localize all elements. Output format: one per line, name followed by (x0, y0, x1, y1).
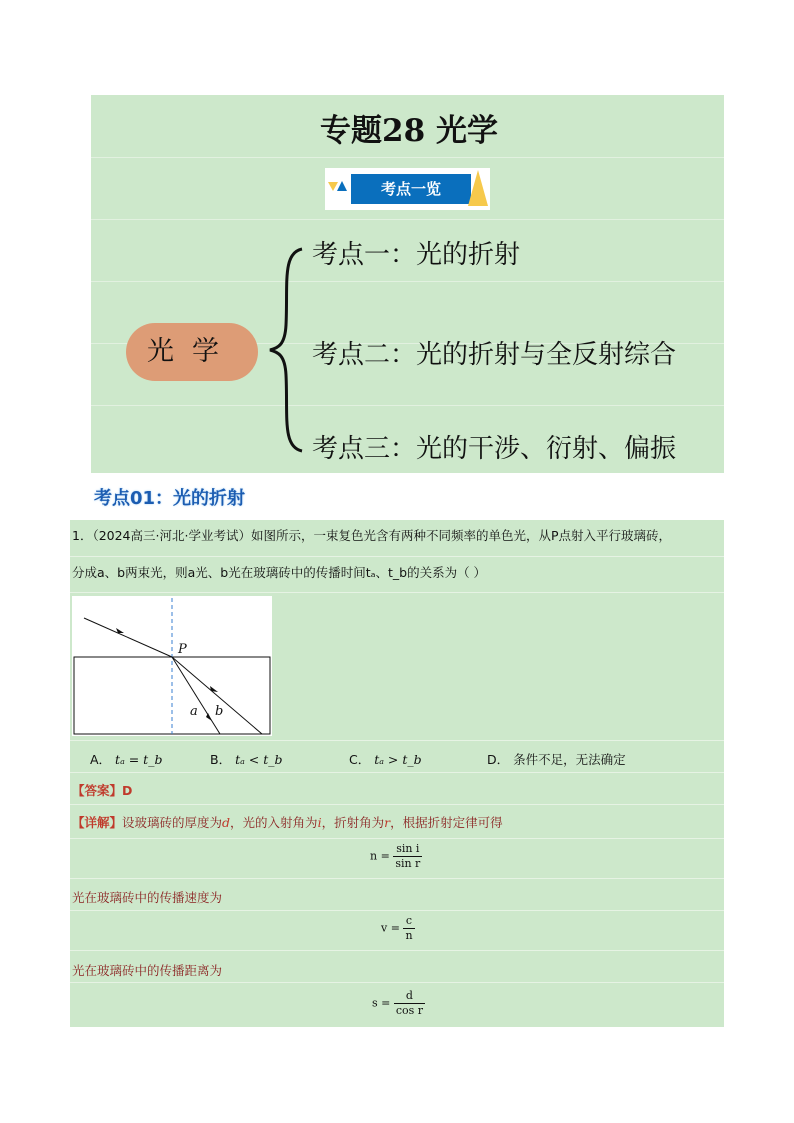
var-i: i (317, 815, 322, 830)
var-r: r (384, 815, 391, 830)
text-line: 光在玻璃砖中的传播距离为 (72, 963, 223, 978)
formula-denominator: n (405, 929, 413, 942)
formula-lhs: s = (372, 996, 391, 1010)
question-line: 分成a、b两束光，则a光、b光在玻璃砖中的传播时间tₐ、t_b的关系为（ ） (72, 565, 487, 580)
option-text: tₐ > t_b (374, 752, 422, 767)
detail-text: ，光的入射角为 (230, 815, 318, 830)
answer-value: D (122, 783, 133, 798)
section-heading: 考点01：光的折射 (94, 488, 246, 509)
divider (70, 838, 724, 839)
option-text: tₐ < t_b (235, 752, 283, 767)
question-line: 1．（2024高三·河北·学业考试）如图所示，一束复色光含有两种不同频率的单色光，从P点射入平行玻璃砖， (72, 528, 672, 543)
detail-text: 设玻璃砖的厚度为 (122, 815, 223, 830)
formula-refraction (370, 842, 422, 871)
divider (91, 219, 724, 220)
text-line: 光在玻璃砖中的传播速度为 (72, 890, 223, 905)
topic-item: 考点二：光的折射与全反射综合 (312, 340, 677, 370)
divider (91, 281, 724, 282)
option-text: tₐ = t_b (115, 752, 163, 767)
option-text: 条件不足，无法确定 (513, 752, 626, 767)
ray-a-label: a (190, 704, 198, 719)
divider (70, 592, 724, 593)
triangle-decor-icon (468, 170, 488, 206)
brace-icon (268, 245, 308, 455)
ray-b-label: b (215, 704, 224, 719)
formula-numerator: c (403, 914, 414, 929)
option-b[interactable] (210, 750, 282, 768)
formula-speed (381, 914, 415, 943)
formula-numerator: d (394, 989, 425, 1004)
refraction-figure (72, 596, 272, 736)
divider (70, 804, 724, 805)
detail-text: ，根据折射定律可得 (390, 815, 503, 830)
detail-tag: 【详解】 (72, 815, 123, 830)
badge-label: 考点一览 (351, 174, 471, 204)
divider (70, 556, 724, 557)
triangle-up-icon (337, 181, 347, 191)
overview-badge (325, 168, 490, 210)
option-letter: A． (90, 752, 112, 767)
divider (70, 950, 724, 951)
formula-numerator: sin i (393, 842, 422, 857)
topic-item: 考点三：光的干涉、衍射、偏振 (312, 434, 677, 464)
option-c[interactable] (349, 750, 422, 768)
formula-denominator: sin r (395, 857, 421, 870)
option-letter: C． (349, 752, 371, 767)
option-a[interactable] (90, 750, 162, 768)
formula-distance (372, 989, 425, 1018)
answer-line (72, 781, 132, 799)
page-title: 专题28 光学 (320, 113, 498, 149)
option-d[interactable] (487, 750, 626, 768)
topic-item: 考点一：光的折射 (312, 240, 521, 270)
var-d: d (222, 815, 231, 830)
divider (70, 740, 724, 741)
header-panel (91, 95, 724, 473)
divider (91, 157, 724, 158)
option-letter: D． (487, 752, 510, 767)
detail-line (72, 813, 503, 831)
divider (70, 910, 724, 911)
divider (91, 405, 724, 406)
formula-lhs: v = (381, 921, 400, 935)
divider (70, 982, 724, 983)
subject-pill: 光学 (126, 323, 258, 381)
divider (70, 772, 724, 773)
answer-tag: 【答案】 (72, 783, 123, 798)
point-label: P (178, 642, 187, 657)
option-letter: B． (210, 752, 232, 767)
formula-lhs: n = (370, 849, 390, 863)
detail-text: ，折射角为 (321, 815, 385, 830)
formula-denominator: cos r (395, 1004, 424, 1017)
divider (70, 878, 724, 879)
